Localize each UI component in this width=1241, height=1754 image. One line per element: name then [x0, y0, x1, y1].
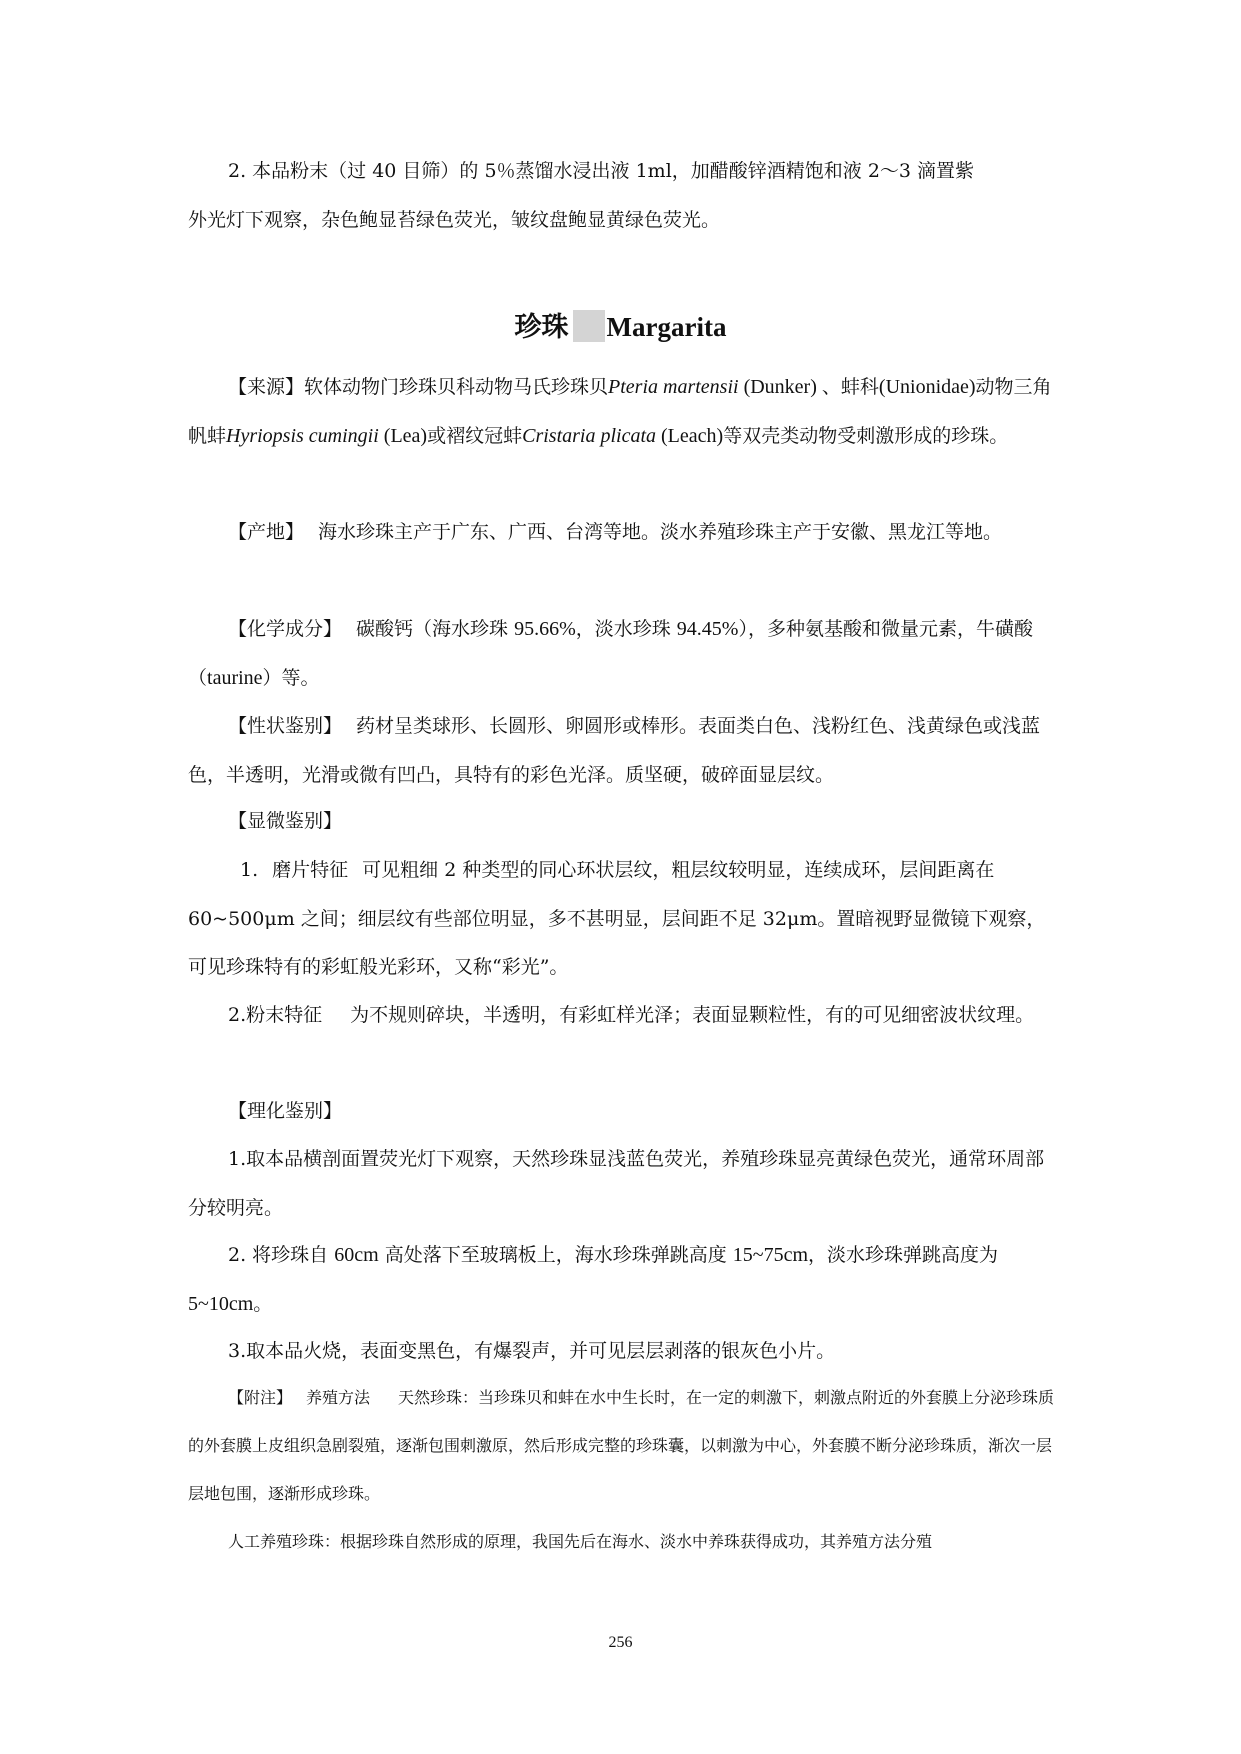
- chemistry-label: 【化学成分】: [228, 618, 343, 640]
- section-title: [0, 305, 1241, 344]
- note-paragraph-2: 人工养殖珍珠：根据珍珠自然形成的原理，我国先后在海水、淡水中养珠获得成功，其养殖方法分殖: [228, 1532, 933, 1551]
- traits-label: 【性状鉴别】: [228, 715, 343, 737]
- title-highlight-box: [573, 310, 605, 342]
- microscopy-item-1: 1. 磨片特征 可见粗细 2 种类型的同心环状层纹，粗层纹较明显，连续成环，层间距离在 60~500μm 之间；细层纹有些部位明显，多不甚明显，层间距不足 32μm。置暗视野显微镜下观察，可见珍珠特有的彩虹般光彩环，又称“彩光”。: [188, 859, 1046, 978]
- physchem-heading: 【理化鉴别】: [228, 1100, 343, 1122]
- species-hyriopsis: Hyriopsis cumingii: [226, 424, 379, 447]
- note-paragraph: 【附注】 养殖方法 天然珍珠：当珍珠贝和蚌在水中生长时，在一定的刺激下，刺激点附近的外套膜上分泌珍珠质的外套膜上皮组织急剧裂殖，逐渐包围刺激原，然后形成完整的珍珠囊，以刺激为中心，外套膜不断分泌珍珠质，渐次一层层地包围，逐渐形成珍珠。: [188, 1388, 1055, 1503]
- traits-paragraph: 【性状鉴别】 药材呈类球形、长圆形、卵圆形或棒形。表面类白色、浅粉红色、浅黄绿色或浅蓝色，半透明，光滑或微有凹凸，具特有的彩色光泽。质坚硬，破碎面显层纹。: [188, 715, 1041, 786]
- title-chinese: 珍珠: [514, 312, 569, 343]
- note-label: 【附注】: [228, 1388, 293, 1407]
- chemistry-paragraph: 【化学成分】 碳酸钙（海水珍珠 95.66%，淡水珍珠 94.45%），多种氨基酸和微量元素，牛磺酸（taurine）等。: [188, 618, 1033, 689]
- origin-paragraph: 【产地】 海水珍珠主产于广东、广西、台湾等地。淡水养殖珍珠主产于安徽、黑龙江等地。: [228, 521, 1003, 543]
- physchem-item-3: 3.取本品火烧，表面变黑色，有爆裂声，并可见层层剥落的银灰色小片。: [228, 1340, 836, 1362]
- microscopy-item-2: 2.粉末特征 为不规则碎块，半透明，有彩虹样光泽；表面显颗粒性，有的可见细密波状纹理。: [228, 1004, 1035, 1026]
- physchem-item-2: 2. 将珍珠自 60cm 高处落下至玻璃板上，海水珍珠弹跳高度 15~75cm，淡水珍珠弹跳高度为 5~10cm。: [188, 1244, 999, 1315]
- origin-label: 【产地】: [228, 521, 305, 543]
- source-label: 【来源】: [228, 376, 305, 398]
- title-latin: Margarita: [606, 312, 727, 342]
- species-cristaria: Cristaria plicata: [522, 424, 657, 447]
- prev-section-paragraph: 2. 本品粉末（过 40 目筛）的 5％蒸馏水浸出液 1ml，加醋酸锌酒精饱和液 2～3 滴置紫 外光灯下观察，杂色鲍显苔绿色荧光，皱纹盘鲍显黄绿色荧光。: [188, 160, 975, 231]
- physchem-item-1: 1.取本品横剖面置荧光灯下观察，天然珍珠显浅蓝色荧光，养殖珍珠显亮黄绿色荧光，通常环周部分较明亮。: [188, 1148, 1045, 1219]
- species-pteria: Pteria martensii: [608, 376, 739, 398]
- page-number: 256: [608, 1634, 633, 1651]
- microscopy-heading: 【显微鉴别】: [228, 810, 343, 832]
- source-paragraph: 【来源】软体动物门珍珠贝科动物马氏珍珠贝Pteria martensii (Dunker) 、蚌科(Unionidae)动物三角帆蚌Hyriopsis cumingii (Lea)或褶纹冠蚌Cristaria plicata (Leach)等双壳类动物受刺激形成的珍珠。: [188, 376, 1052, 447]
